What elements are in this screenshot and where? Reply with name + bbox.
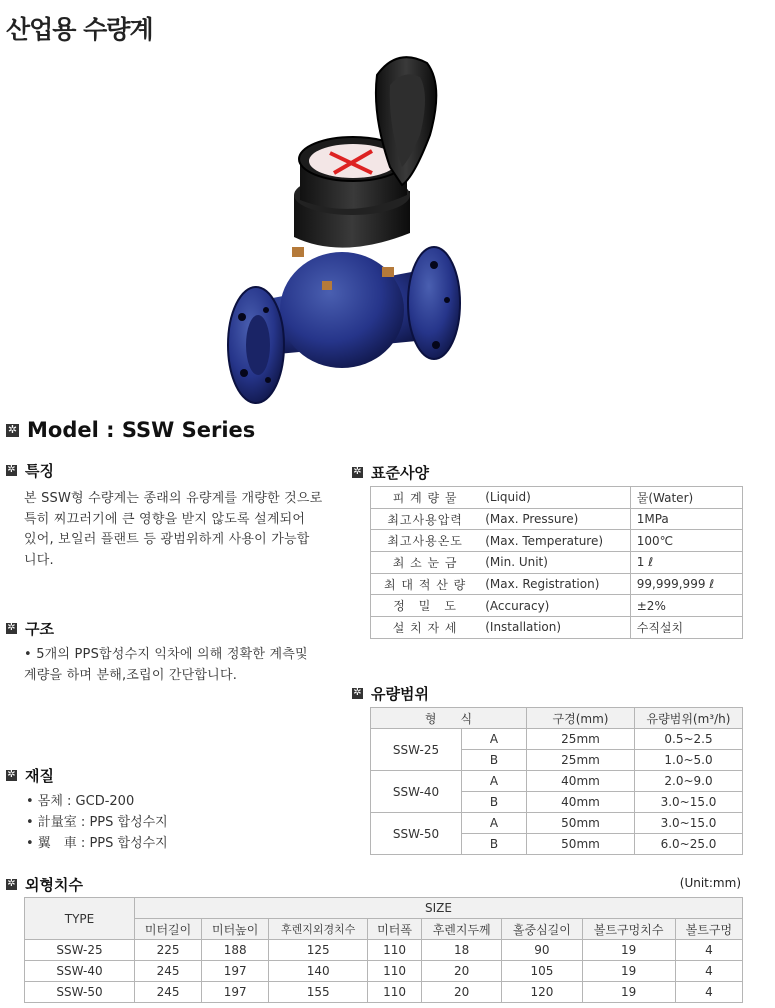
sub-cell: A [462, 729, 527, 750]
material-item: • 翼 車 : PPS 합성수지 [26, 836, 168, 851]
value-cell: 90 [502, 940, 582, 961]
table-row [371, 552, 743, 574]
bullet-icon [352, 467, 363, 478]
specs-heading [352, 462, 429, 483]
structure-line: 계량을 하며 분해,조립이 간단합니다. [24, 667, 238, 683]
spec-name: 최고사용압력 [371, 508, 480, 530]
bullet-icon [6, 465, 17, 476]
material-item: • 몸체 : GCD-200 [26, 794, 135, 809]
spec-value: 물(Water) [630, 487, 742, 509]
bore-cell: 50mm [527, 813, 635, 834]
spec-value: 99,999,999 ℓ [630, 573, 742, 595]
value-cell: 110 [368, 961, 422, 982]
dimensions-heading-text: 외형치수 [25, 876, 83, 894]
unit-label: (Unit:mm) [679, 876, 741, 890]
water-meter-image [222, 55, 472, 410]
col-header: 후렌지두께 [422, 919, 502, 940]
table-row [25, 961, 743, 982]
table-row [25, 940, 743, 961]
sub-cell: A [462, 813, 527, 834]
col-header: 미터높이 [202, 919, 269, 940]
type-cell: SSW-40 [25, 961, 135, 982]
table-row [371, 617, 743, 639]
spec-value: 1 ℓ [630, 552, 742, 574]
col-header-type: 형 식 [371, 708, 527, 729]
model-cell: SSW-40 [371, 771, 462, 813]
value-cell: 20 [422, 961, 502, 982]
page-title: 산업용 수량계 [6, 15, 153, 44]
table-row [371, 487, 743, 509]
spec-name-en: (Min. Unit) [479, 552, 630, 574]
bullet-icon [6, 770, 17, 781]
features-line: 있어, 보일러 플랜트 등 광범위하게 사용이 가능합 [24, 532, 310, 547]
flow-table [370, 707, 743, 855]
table-row [371, 595, 743, 617]
value-cell: 188 [202, 940, 269, 961]
sub-cell: A [462, 771, 527, 792]
structure-heading [6, 618, 54, 639]
value-cell: 245 [135, 982, 202, 1003]
sub-cell: B [462, 750, 527, 771]
col-header: 홀중심길이 [502, 919, 582, 940]
material-heading [6, 765, 54, 786]
sub-cell: B [462, 834, 527, 855]
range-cell: 2.0~9.0 [635, 771, 743, 792]
dimensions-table [24, 897, 743, 1003]
material-item: • 計量室 : PPS 합성수지 [26, 815, 168, 830]
features-heading [6, 460, 54, 481]
value-cell: 110 [368, 940, 422, 961]
spec-name: 최고사용온도 [371, 530, 480, 552]
table-row [371, 771, 743, 792]
spec-value: 1MPa [630, 508, 742, 530]
spec-name: 피 계 량 물 [371, 487, 480, 509]
features-line: 본 SSW형 수량계는 종래의 유량계를 개량한 것으로 [24, 491, 323, 506]
spec-name-en: (Installation) [479, 617, 630, 639]
model-cell: SSW-25 [371, 729, 462, 771]
features-line: 특히 찌끄러기에 큰 영향을 받지 않도록 설계되어 [24, 511, 306, 527]
col-header: 미터길이 [135, 919, 202, 940]
value-cell: 140 [269, 961, 368, 982]
table-header-row [371, 708, 743, 729]
range-cell: 1.0~5.0 [635, 750, 743, 771]
value-cell: 155 [269, 982, 368, 1003]
bore-cell: 40mm [527, 792, 635, 813]
bore-cell: 25mm [527, 750, 635, 771]
material-heading-text: 재질 [25, 767, 54, 785]
value-cell: 20 [422, 982, 502, 1003]
spec-value: 수직설치 [630, 617, 742, 639]
structure-text [24, 645, 308, 686]
structure-line: • 5개의 PPS합성수지 익차에 의해 정확한 계측및 [24, 647, 308, 662]
spec-name: 최 대 적 산 량 [371, 573, 480, 595]
bore-cell: 25mm [527, 729, 635, 750]
table-row [25, 982, 743, 1003]
flow-heading-text: 유량범위 [371, 685, 429, 703]
value-cell: 4 [675, 961, 742, 982]
spec-name: 설 치 자 세 [371, 617, 480, 639]
specs-heading-text: 표준사양 [371, 464, 429, 482]
bullet-icon [6, 623, 17, 634]
features-text [24, 489, 322, 571]
table-row [371, 813, 743, 834]
model-title [6, 418, 255, 442]
spec-name: 최 소 눈 금 [371, 552, 480, 574]
range-cell: 0.5~2.5 [635, 729, 743, 750]
range-cell: 3.0~15.0 [635, 792, 743, 813]
type-cell: SSW-25 [25, 940, 135, 961]
features-line: 니다. [24, 552, 54, 568]
dimensions-heading [6, 874, 83, 895]
table-row [371, 729, 743, 750]
bore-cell: 50mm [527, 834, 635, 855]
col-header: 볼트구멍 [675, 919, 742, 940]
value-cell: 125 [269, 940, 368, 961]
value-cell: 105 [502, 961, 582, 982]
col-header: 미터폭 [368, 919, 422, 940]
col-header: 후렌지외경치수 [269, 919, 368, 940]
model-cell: SSW-50 [371, 813, 462, 855]
value-cell: 120 [502, 982, 582, 1003]
structure-heading-text: 구조 [25, 620, 54, 638]
col-header-size: SIZE [135, 898, 743, 919]
flow-heading [352, 683, 429, 704]
table-row [371, 508, 743, 530]
col-header: 볼트구멍치수 [582, 919, 675, 940]
features-heading-text: 특징 [25, 462, 54, 480]
value-cell: 110 [368, 982, 422, 1003]
bullet-icon [6, 879, 17, 890]
spec-name-en: (Accuracy) [479, 595, 630, 617]
value-cell: 18 [422, 940, 502, 961]
spec-name-en: (Max. Registration) [479, 573, 630, 595]
spec-name: 정 밀 도 [371, 595, 480, 617]
table-row [371, 530, 743, 552]
value-cell: 245 [135, 961, 202, 982]
bullet-icon [352, 688, 363, 699]
value-cell: 4 [675, 940, 742, 961]
value-cell: 225 [135, 940, 202, 961]
value-cell: 197 [202, 961, 269, 982]
range-cell: 3.0~15.0 [635, 813, 743, 834]
spec-name-en: (Max. Temperature) [479, 530, 630, 552]
material-list [26, 791, 168, 854]
bullet-icon [6, 424, 19, 437]
value-cell: 197 [202, 982, 269, 1003]
spec-name-en: (Liquid) [479, 487, 630, 509]
sub-cell: B [462, 792, 527, 813]
bore-cell: 40mm [527, 771, 635, 792]
spec-value: 100℃ [630, 530, 742, 552]
table-row [371, 573, 743, 595]
value-cell: 19 [582, 940, 675, 961]
value-cell: 19 [582, 982, 675, 1003]
spec-value: ±2% [630, 595, 742, 617]
range-cell: 6.0~25.0 [635, 834, 743, 855]
col-header-range: 유량범위(m³/h) [635, 708, 743, 729]
value-cell: 4 [675, 982, 742, 1003]
spec-name-en: (Max. Pressure) [479, 508, 630, 530]
col-header-bore: 구경(mm) [527, 708, 635, 729]
specs-table [370, 486, 743, 639]
table-header-row [25, 898, 743, 919]
value-cell: 19 [582, 961, 675, 982]
model-title-text: Model : SSW Series [27, 418, 256, 442]
type-cell: SSW-50 [25, 982, 135, 1003]
col-header-type: TYPE [25, 898, 135, 940]
